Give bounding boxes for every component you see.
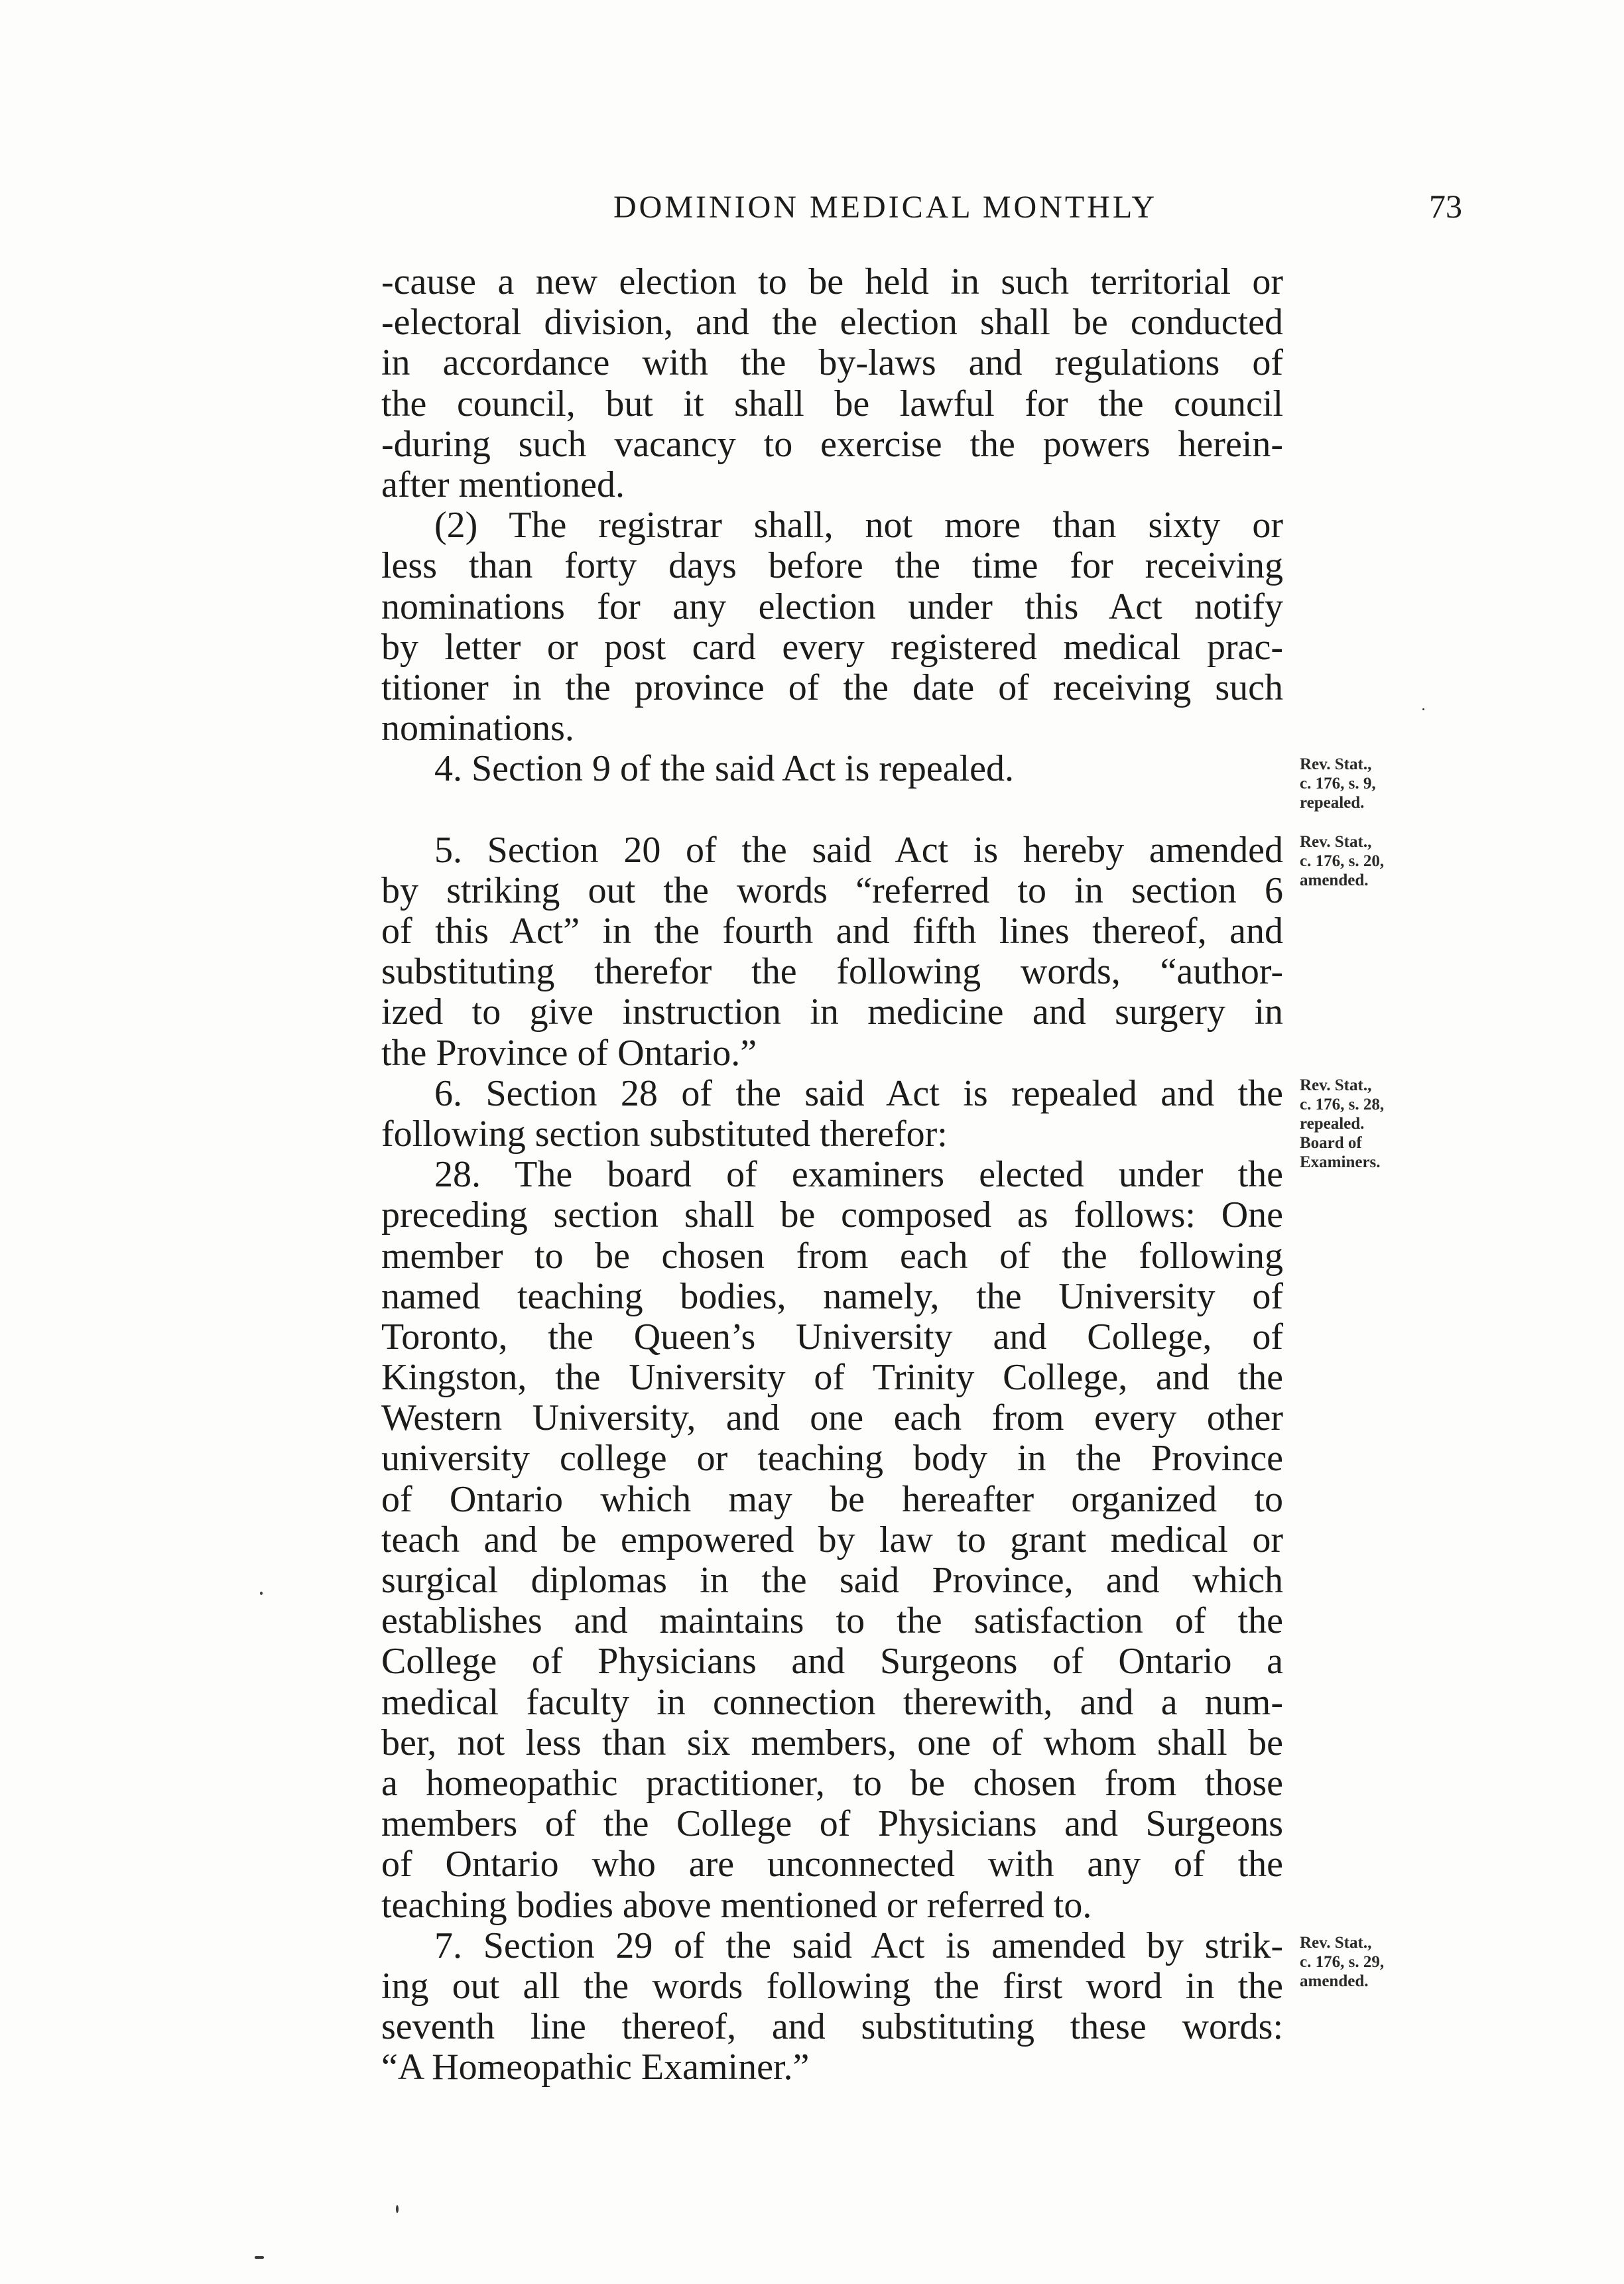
margin-note-line: repealed. (1300, 1115, 1365, 1133)
text-line: 6. Section 28 of the said Act is repealed and the (434, 1072, 1283, 1114)
page-number: 73 (1429, 188, 1462, 225)
text-line: Toronto, the Queen’s University and College, of (381, 1316, 1283, 1358)
text-line: teaching bodies above mentioned or referred to. (381, 1884, 1092, 1926)
text-line: of Ontario which may be hereafter organized to (381, 1478, 1283, 1520)
text-line: Western University, and one each from every other (381, 1397, 1283, 1439)
text-line: surgical diplomas in the said Province, and which (381, 1560, 1283, 1601)
text-line: by letter or post card every registered medical prac- (381, 626, 1283, 668)
text-line: after mentioned. (381, 464, 625, 505)
margin-note-line: c. 176, s. 28, (1300, 1096, 1385, 1113)
scan-speck (1422, 708, 1424, 710)
margin-note-line: amended. (1300, 1972, 1369, 1990)
text-line: 4. Section 9 of the said Act is repealed. (434, 748, 1014, 790)
text-line: 7. Section 29 of the said Act is amended by strik- (434, 1925, 1283, 1966)
text-line: 28. The board of examiners elected under the (434, 1154, 1283, 1196)
scan-speck (260, 1592, 263, 1595)
margin-note-line: Rev. Stat., (1300, 1076, 1372, 1094)
text-line: in accordance with the by-laws and regulations of (381, 342, 1283, 384)
text-line: of this Act” in the fourth and fifth lines thereof, and (381, 911, 1283, 952)
text-line: substituting therefor the following words, “author- (381, 951, 1283, 993)
text-line: College of Physicians and Surgeons of Ontario a (381, 1641, 1283, 1682)
text-line: -during such vacancy to exercise the powers herein- (381, 423, 1283, 465)
scan-speck (396, 2205, 399, 2213)
text-line: titioner in the province of the date of receiving such (381, 666, 1283, 708)
margin-note-line: Rev. Stat., (1300, 1934, 1372, 1952)
text-line: ing out all the words following the first word in the (381, 1965, 1283, 2007)
text-line: “A Homeopathic Examiner.” (381, 2047, 810, 2088)
margin-note-line: c. 176, s. 29, (1300, 1953, 1385, 1971)
margin-note-line: c. 176, s. 20, (1300, 852, 1385, 870)
text-line: -electoral division, and the election shall be conducted (381, 302, 1283, 344)
text-line: the Province of Ontario.” (381, 1032, 757, 1074)
text-line: members of the College of Physicians and Surgeons (381, 1803, 1283, 1845)
text-line: establishes and maintains to the satisfaction of the (381, 1600, 1283, 1642)
body-text (381, 262, 1283, 2088)
text-line: university college or teaching body in the Province (381, 1438, 1283, 1480)
text-line: named teaching bodies, namely, the University of (381, 1275, 1283, 1317)
text-line: nominations. (381, 708, 574, 749)
text-line: preceding section shall be composed as follows: One (381, 1194, 1283, 1236)
text-line: (2) The registrar shall, not more than sixty or (434, 505, 1283, 546)
margin-note-line: Examiners. (1300, 1153, 1381, 1171)
text-line: nominations for any election under this Act notify (381, 586, 1283, 627)
margin-note-line: repealed. (1300, 794, 1365, 812)
text-line: -cause a new election to be held in such territorial or (381, 261, 1283, 302)
margin-note-s9 (1300, 755, 1452, 812)
text-line: by striking out the words “referred to in section 6 (381, 869, 1283, 911)
text-line: less than forty days before the time for receiving (381, 545, 1283, 587)
text-line: ber, not less than six members, one of whom shall be (381, 1722, 1283, 1763)
text-line: following section substituted therefor: (381, 1113, 948, 1155)
margin-note-line: Board of (1300, 1134, 1362, 1152)
scan-speck (255, 2256, 264, 2259)
text-line: medical faculty in connection therewith, and a num- (381, 1681, 1283, 1723)
text-line: of Ontario who are unconnected with any of the (381, 1844, 1283, 1885)
text-line: a homeopathic practitioner, to be chosen from those (381, 1762, 1283, 1804)
margin-note-s20 (1300, 832, 1452, 890)
text-line: 5. Section 20 of the said Act is hereby amended (434, 829, 1283, 871)
margin-note-s29 (1300, 1933, 1452, 1991)
text-line: seventh line thereof, and substituting these words: (381, 2006, 1283, 2048)
margin-note-line: c. 176, s. 9, (1300, 775, 1376, 793)
text-line: teach and be empowered by law to grant medical or (381, 1519, 1283, 1560)
text-line: Kingston, the University of Trinity College, and the (381, 1357, 1283, 1399)
margin-note-line: amended. (1300, 871, 1369, 889)
margin-note-line: Rev. Stat., (1300, 755, 1372, 773)
text-line: the council, but it shall be lawful for the council (381, 383, 1283, 424)
text-line: member to be chosen from each of the following (381, 1235, 1283, 1277)
running-title: DOMINION MEDICAL MONTHLY (613, 190, 1158, 225)
text-line-blank (381, 789, 1283, 830)
margin-note-s28 (1300, 1076, 1452, 1172)
text-line: ized to give instruction in medicine and surgery in (381, 991, 1283, 1033)
margin-note-line: Rev. Stat., (1300, 833, 1372, 851)
